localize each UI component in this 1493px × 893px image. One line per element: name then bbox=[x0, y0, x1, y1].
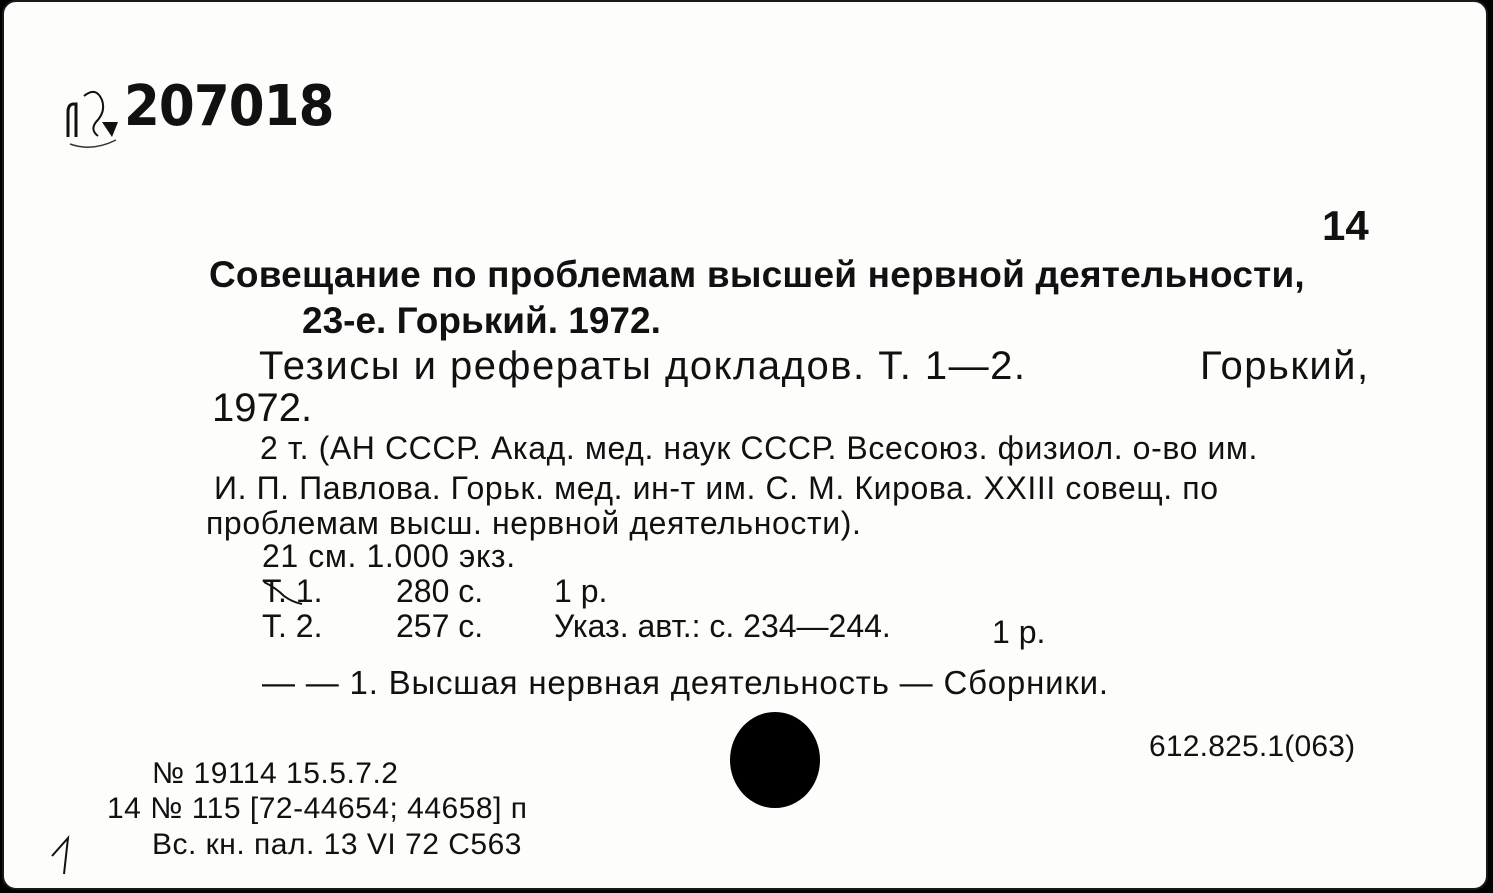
shelf-number: 14 bbox=[1322, 202, 1369, 249]
size: 21 см. 1.000 экз. bbox=[262, 538, 516, 574]
handwritten-mark bbox=[48, 834, 78, 878]
volume-2-price: 1 р. bbox=[992, 614, 1046, 650]
year: 1972. bbox=[212, 386, 313, 430]
imprint-line-3: Вс. кн. пал. 13 VI 72 С563 bbox=[152, 828, 522, 861]
volume-2-pages: 257 с. bbox=[396, 608, 484, 644]
volume-1-price: 1 р. bbox=[554, 573, 608, 609]
note-line-2: И. П. Павлова. Горьк. мед. ин-т им. С. М. Кирова. XXIII совещ. по bbox=[214, 470, 1219, 506]
subject-heading: — — 1. Высшая нервная деятельность — Сборники. bbox=[262, 664, 1109, 701]
pen-strike-mark bbox=[262, 578, 322, 608]
imprint-line-2: 14 № 115 [72-44654; 44658] п bbox=[107, 792, 528, 825]
heading-line-1: Совещание по проблемам высшей нервной деятельности, bbox=[209, 254, 1305, 295]
stamp-mark-icon bbox=[62, 82, 124, 152]
place: Горький, bbox=[1200, 344, 1370, 388]
title: Тезисы и рефераты докладов. Т. 1—2. bbox=[259, 344, 1027, 388]
volume-2-label: Т. 2. bbox=[262, 608, 323, 644]
catalog-card bbox=[2, 0, 1488, 890]
note-line-1: 2 т. (АН СССР. Акад. мед. наук СССР. Всесоюз. физиол. о-во им. bbox=[260, 430, 1259, 466]
note-line-3: проблемам высш. нервной деятельности). bbox=[206, 505, 862, 541]
volume-1-pages: 280 с. bbox=[396, 573, 484, 609]
heading-line-2: 23-е. Горький. 1972. bbox=[302, 300, 661, 341]
punch-hole bbox=[730, 712, 820, 808]
accession-number: 207018 bbox=[124, 74, 334, 139]
imprint-line-1: № 19114 15.5.7.2 bbox=[152, 757, 399, 790]
volume-2-author-index: Указ. авт.: с. 234—244. bbox=[554, 608, 891, 644]
volume-1-label: Т. 1. bbox=[262, 573, 323, 609]
udc-code: 612.825.1(063) bbox=[1149, 730, 1356, 763]
